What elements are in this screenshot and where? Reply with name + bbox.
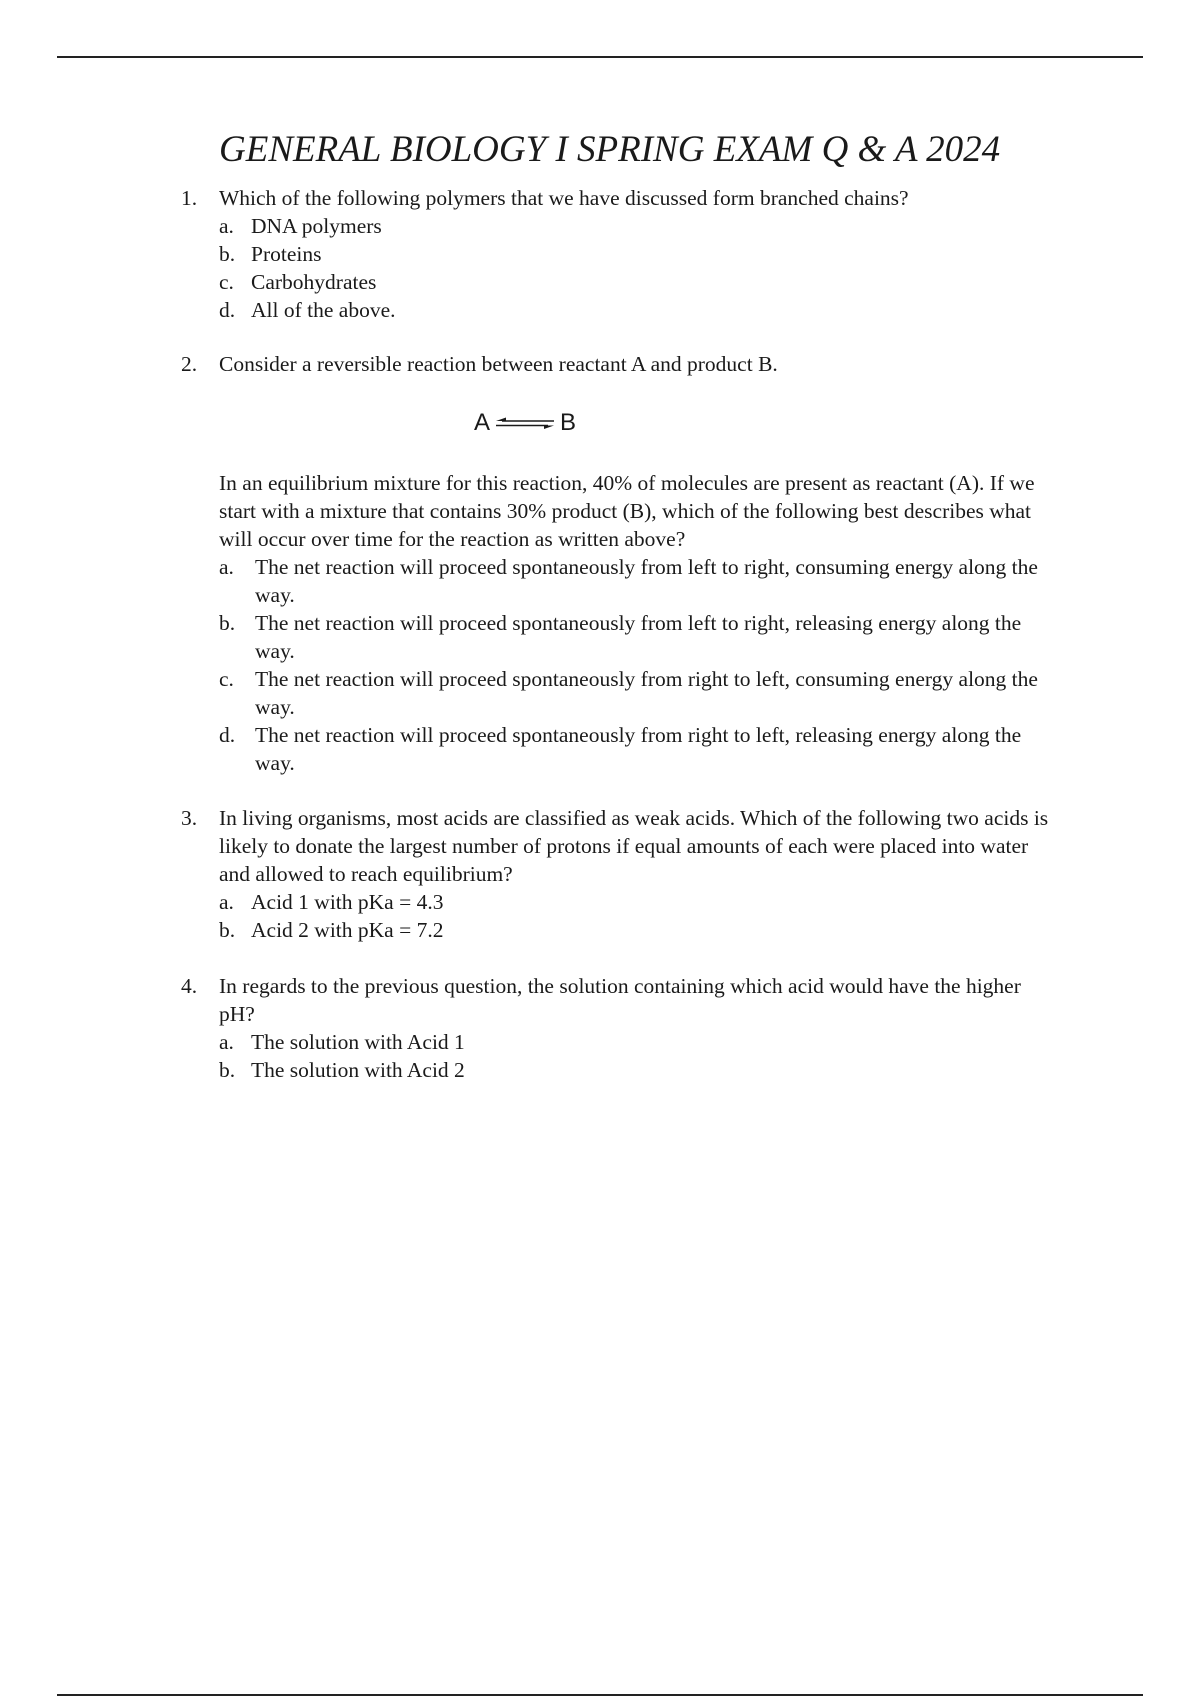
document-title: GENERAL BIOLOGY I SPRING EXAM Q & A 2024: [219, 129, 1001, 170]
answer-option-b: [219, 609, 1061, 665]
answer-option-a: [219, 553, 1061, 609]
question-text: In living organisms, most acids are classified as weak acids. Which of the following two acids is likely to donate the largest number of protons if equal amounts of each were placed into water and allowed to reach equilibrium?: [219, 806, 1049, 886]
option-letter: a.: [219, 890, 234, 914]
answer-option-d: [219, 721, 1061, 777]
option-text: DNA polymers: [251, 214, 382, 238]
option-letter: b.: [219, 242, 236, 266]
answer-option-a: [219, 212, 1061, 240]
bottom-rule: [57, 1694, 1143, 1696]
question-number: 3.: [181, 806, 198, 830]
option-text: All of the above.: [251, 298, 396, 322]
reaction-equation: [474, 408, 576, 438]
option-text: The net reaction will proceed spontaneously from left to right, releasing energy along the way.: [255, 611, 1022, 663]
question-4: [181, 972, 1061, 1084]
question-2-body: [181, 469, 1061, 777]
option-text: The net reaction will proceed spontaneously from right to left, consuming energy along the way.: [255, 667, 1038, 719]
option-text: Carbohydrates: [251, 270, 377, 294]
question-3: [181, 804, 1061, 944]
question-2: [181, 350, 1061, 378]
question-1: [181, 184, 1061, 324]
equilibrium-arrow-icon: [494, 416, 556, 430]
top-rule: [57, 56, 1143, 58]
product-b: B: [560, 409, 577, 436]
question-number: 4.: [181, 974, 198, 998]
answer-option-c: [219, 665, 1061, 721]
question-number: 2.: [181, 352, 198, 376]
option-text: Acid 2 with pKa = 7.2: [251, 918, 444, 942]
option-text: Proteins: [251, 242, 322, 266]
answer-option-d: [219, 296, 1061, 324]
option-text: The net reaction will proceed spontaneously from right to left, releasing energy along the way.: [255, 723, 1022, 775]
answer-option-b: [219, 1056, 1061, 1084]
answer-option-b: [219, 916, 1061, 944]
option-letter: a.: [219, 1030, 234, 1054]
option-letter: b.: [219, 918, 236, 942]
option-letter: d.: [219, 298, 236, 322]
option-letter: c.: [219, 270, 234, 294]
question-text: Which of the following polymers that we have discussed form branched chains?: [219, 186, 909, 210]
option-text: The net reaction will proceed spontaneously from left to right, consuming energy along the way.: [255, 555, 1038, 607]
reactant-a: A: [474, 409, 491, 436]
option-text: Acid 1 with pKa = 4.3: [251, 890, 444, 914]
option-letter: d.: [219, 723, 236, 747]
question-text: Consider a reversible reaction between reactant A and product B.: [219, 352, 778, 376]
question-text: In regards to the previous question, the solution containing which acid would have the higher pH?: [219, 974, 1021, 1026]
answer-option-a: [219, 1028, 1061, 1056]
answer-option-c: [219, 268, 1061, 296]
question-detail: In an equilibrium mixture for this reaction, 40% of molecules are present as reactant (A). If we start with a mixture that contains 30% product (B), which of the following best describes what will occur over time for the reaction as written above?: [219, 471, 1035, 551]
option-letter: b.: [219, 611, 236, 635]
question-number: 1.: [181, 186, 198, 210]
answer-option-a: [219, 888, 1061, 916]
option-letter: a.: [219, 214, 234, 238]
option-letter: a.: [219, 555, 234, 579]
option-letter: b.: [219, 1058, 236, 1082]
option-text: The solution with Acid 2: [251, 1058, 465, 1082]
answer-option-b: [219, 240, 1061, 268]
option-text: The solution with Acid 1: [251, 1030, 465, 1054]
option-letter: c.: [219, 667, 234, 691]
